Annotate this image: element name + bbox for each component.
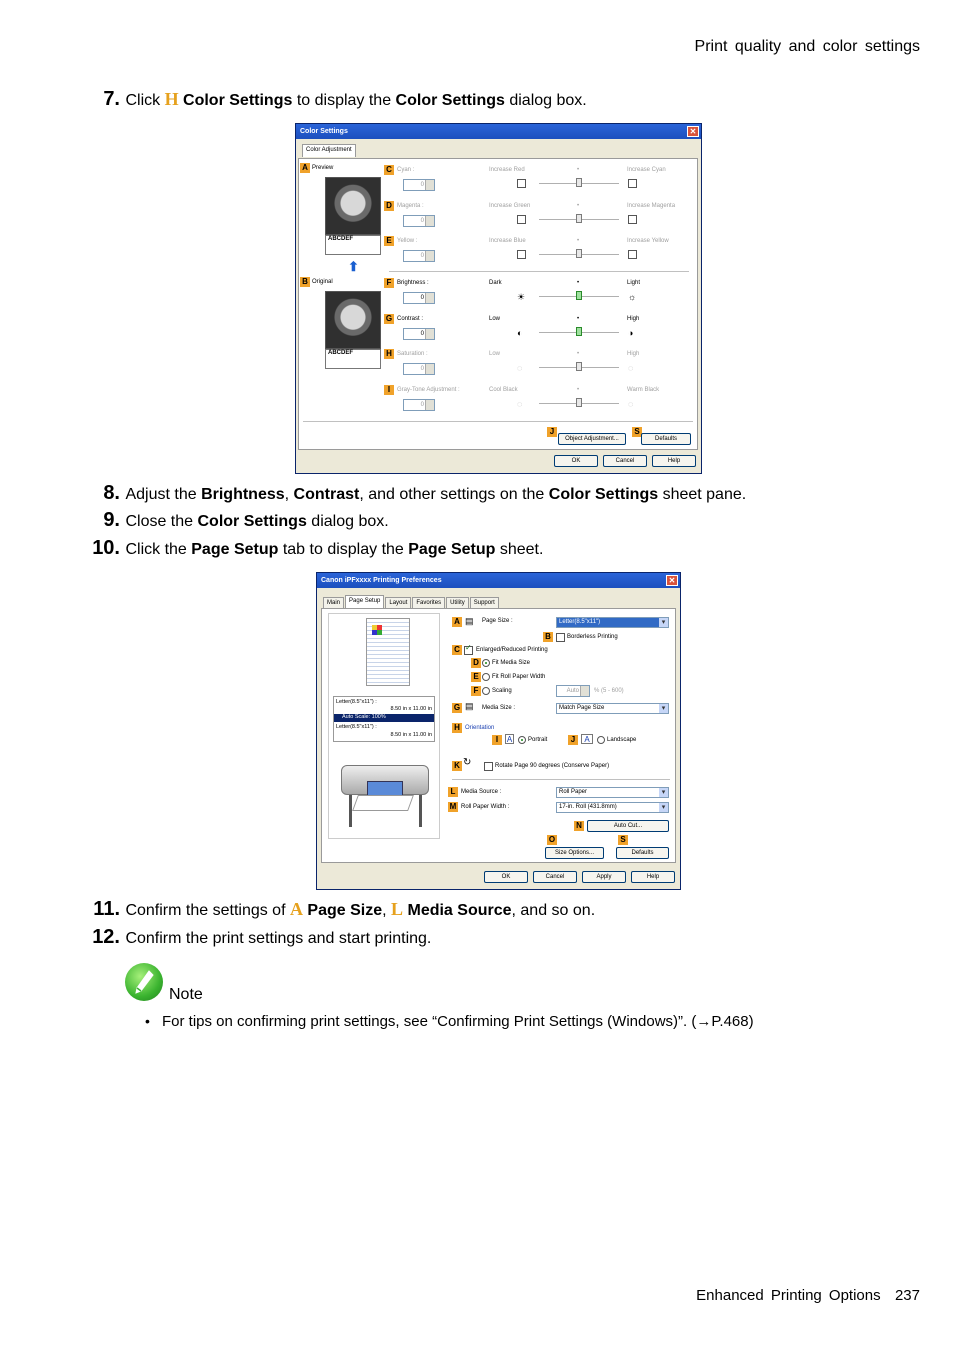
divider — [389, 271, 689, 272]
note-pencil-icon — [125, 963, 163, 1001]
step-text: , and other settings on the — [359, 486, 549, 503]
roll-width-label: Roll Paper Width : — [461, 804, 510, 810]
contrast-high-icon: ◑ — [628, 328, 634, 338]
contrast-low-icon: ◐ — [517, 328, 523, 338]
object-adjustment-button[interactable]: Object Adjustment... — [558, 433, 626, 445]
page-number: 237 — [894, 1287, 920, 1304]
row-left-icon — [517, 215, 526, 224]
marker-i: I — [492, 735, 502, 745]
step-text: to display the — [292, 92, 396, 109]
row-label: Gray-Tone Adjustment : — [397, 387, 460, 393]
tab-page-setup[interactable]: Page Setup — [345, 595, 384, 608]
step-text: tab to display the — [278, 541, 409, 558]
portrait-icon: A — [506, 735, 513, 744]
letter-marker: L — [391, 899, 404, 919]
borderless-checkbox[interactable] — [556, 633, 565, 642]
row-center-mark: • — [577, 280, 580, 286]
row-center-mark: • — [577, 316, 580, 322]
step-text: , and so on. — [511, 902, 596, 919]
step-bold: Page Size — [307, 902, 383, 919]
step-number: 7. — [103, 88, 120, 110]
step-bold: Contrast — [293, 486, 360, 503]
step-10 — [82, 538, 922, 560]
help-button[interactable]: Help — [631, 871, 675, 883]
original-label: Original — [312, 279, 333, 285]
slider-thumb[interactable] — [576, 178, 582, 187]
size-options-button[interactable]: Size Options... — [545, 847, 604, 859]
row-value-input[interactable]: 0 — [403, 292, 435, 304]
marker-j: J — [568, 735, 578, 745]
media-source-select[interactable]: Roll Paper ▾ — [556, 787, 669, 798]
row-left-label: Increase Blue — [489, 238, 526, 244]
info-text: Auto Scale: 100% — [342, 714, 386, 720]
page-icon: ▤ — [465, 616, 474, 626]
row-center-mark: • — [577, 351, 580, 357]
row-value-input[interactable]: 0 — [403, 328, 435, 340]
marker-m: M — [449, 802, 457, 811]
tab-color-adjustment[interactable]: Color Adjustment — [302, 144, 356, 157]
row-label: Magenta : — [397, 203, 424, 209]
marker-row: I — [384, 385, 394, 395]
step-text: Confirm the print settings and start printing. — [125, 930, 432, 947]
step-bold: Color Settings — [395, 92, 505, 109]
note-title: Note — [169, 986, 203, 1003]
row-value-input[interactable]: 0 — [403, 363, 435, 375]
marker-row: G — [385, 314, 393, 323]
row-slider[interactable] — [539, 177, 619, 187]
defaults-button[interactable]: Defaults — [641, 433, 691, 445]
media-size-select[interactable]: Match Page Size ▾ — [556, 703, 669, 714]
page-footer — [696, 1287, 920, 1304]
row-value-input[interactable]: 0 — [403, 215, 435, 227]
step-text: dialog box. — [306, 513, 389, 530]
marker-d: D — [471, 658, 481, 668]
step-bold: Color Settings — [183, 92, 293, 109]
rotate-label: Rotate Page 90 degrees (Conserve Paper) — [495, 763, 610, 769]
info-text: Letter(8.5"x11") : — [336, 724, 377, 730]
step-number: 11. — [93, 898, 120, 920]
muted-circle-icon: ◌ — [517, 399, 523, 409]
row-right-icon — [628, 179, 637, 188]
apply-button[interactable]: Apply — [582, 871, 626, 883]
step-text: dialog box. — [504, 92, 587, 109]
row-value-input[interactable]: 0 — [403, 250, 435, 262]
printer-illustration — [337, 759, 433, 829]
fit-roll-radio[interactable] — [482, 673, 490, 681]
row-slider[interactable] — [539, 326, 619, 336]
row-right-label: Warm Black — [627, 387, 660, 393]
cancel-button[interactable]: Cancel — [603, 455, 647, 467]
portrait-radio[interactable] — [518, 736, 526, 744]
step-bold: Color Settings — [197, 513, 307, 530]
close-icon[interactable]: ✕ — [666, 575, 678, 586]
scaling-radio[interactable] — [482, 687, 490, 695]
marker-s: S — [632, 427, 642, 437]
step-text: Close the — [125, 513, 198, 530]
step-text: Adjust the — [125, 486, 202, 503]
step-bold: Page Setup — [191, 541, 279, 558]
dialog-titlebar — [317, 573, 680, 588]
sun-light-icon: ☼ — [628, 292, 637, 302]
borderless-label: Borderless Printing — [567, 634, 618, 640]
rotate-checkbox[interactable] — [484, 762, 493, 771]
row-left-label: Low — [489, 351, 501, 357]
row-left-label: Increase Green — [489, 203, 531, 209]
row-center-mark: • — [577, 238, 580, 244]
tab-strip — [323, 597, 500, 608]
preview-photo — [325, 177, 381, 235]
marker-f: F — [471, 686, 481, 696]
slider-thumb[interactable] — [576, 362, 582, 371]
marker-l: L — [448, 787, 458, 797]
tab-support[interactable]: Support — [470, 597, 499, 608]
page-header: Print quality and color settings — [694, 38, 920, 55]
step-number: 10. — [92, 537, 120, 559]
row-value-input[interactable]: 0 — [403, 179, 435, 191]
sun-dark-icon: ☀ — [517, 292, 526, 302]
preview-area — [328, 613, 440, 839]
step-text: Click — [125, 92, 165, 109]
step-bold: Media Source — [407, 902, 512, 919]
divider — [303, 421, 693, 422]
roll-width-select[interactable]: 17-in. Roll (431.8mm) ▾ — [556, 802, 669, 813]
row-right-label: Light — [627, 280, 641, 286]
row-label: Cyan : — [397, 167, 415, 173]
dialog-title: Canon iPFxxxx Printing Preferences — [321, 577, 442, 584]
muted-circle-icon: ◌ — [628, 363, 634, 373]
marker-o: O — [548, 835, 556, 844]
dialog-titlebar — [296, 124, 701, 139]
marker-g: G — [453, 703, 461, 712]
fit-media-radio[interactable] — [482, 659, 490, 667]
step-12 — [82, 927, 922, 949]
tab-utility[interactable]: Utility — [446, 597, 469, 608]
color-settings-dialog — [295, 123, 702, 474]
original-photo — [325, 291, 381, 349]
row-left-label: Cool Black — [489, 387, 518, 393]
landscape-icon: A — [581, 734, 593, 744]
marker-b: B — [300, 277, 310, 287]
step-9 — [82, 510, 922, 532]
tab-strip — [302, 146, 357, 157]
marker-h: H — [452, 723, 462, 733]
marker-j: J — [547, 427, 557, 437]
row-right-label: Increase Magenta — [627, 203, 676, 209]
row-center-mark: • — [577, 387, 580, 393]
marker-e: E — [471, 672, 481, 682]
dialog-title: Color Settings — [300, 128, 348, 135]
defaults-button[interactable]: Defaults — [616, 847, 669, 859]
row-left-label: Low — [489, 316, 501, 322]
step-text: , — [382, 902, 392, 919]
row-value-input[interactable]: 0 — [403, 399, 435, 411]
step-text: , — [284, 486, 294, 503]
row-right-label: High — [627, 316, 640, 322]
step-number: 12. — [92, 926, 120, 948]
scaling-label: Scaling — [492, 688, 512, 694]
ok-button[interactable]: OK — [554, 455, 598, 467]
landscape-radio[interactable] — [597, 736, 605, 744]
step-bold: Brightness — [201, 486, 285, 503]
divider — [452, 779, 670, 780]
letter-marker: H — [164, 89, 179, 109]
note-text: For tips on confirming print settings, see “Confirming Print Settings (Windows)”. (→P.468) — [162, 1013, 754, 1030]
slider-thumb[interactable] — [576, 291, 582, 300]
row-label: Contrast : — [397, 316, 424, 322]
footer-text: Enhanced Printing Options — [696, 1287, 881, 1304]
help-button[interactable]: Help — [652, 455, 696, 467]
step-bold: Page Setup — [408, 541, 496, 558]
page-setup-panel — [321, 608, 676, 863]
step-bold: Color Settings — [548, 486, 659, 503]
slider-thumb[interactable] — [576, 249, 582, 258]
row-slider[interactable] — [539, 248, 619, 258]
marker-row: F — [384, 278, 394, 288]
marker-s: S — [618, 835, 628, 845]
row-left-label: Increase Red — [489, 167, 525, 173]
color-adjustment-panel — [298, 158, 698, 450]
auto-cut-button[interactable]: Auto Cut... — [587, 820, 669, 832]
fit-media-label: Fit Media Size — [492, 660, 531, 666]
row-label: Brightness : — [397, 280, 429, 286]
marker-k: K — [452, 761, 462, 771]
step-text: Click the — [125, 541, 192, 558]
media-icon: ▤ — [465, 701, 474, 711]
scaling-input[interactable]: Auto — [556, 685, 590, 697]
size-info-box — [333, 696, 435, 742]
fit-roll-label: Fit Roll Paper Width — [492, 674, 546, 680]
tab-layout[interactable]: Layout — [385, 597, 411, 608]
row-label: Yellow : — [397, 238, 418, 244]
slider-thumb[interactable] — [576, 398, 582, 407]
marker-a: A — [452, 617, 462, 627]
marker-row: D — [384, 201, 394, 211]
landscape-label: Landscape — [607, 737, 637, 743]
enlarged-label: Enlarged/Reduced Printing — [476, 647, 548, 653]
preview-label: Preview — [312, 165, 334, 171]
row-slider[interactable] — [539, 213, 619, 223]
info-text: 8.50 in x 11.00 in — [390, 732, 432, 738]
page-size-label: Page Size : — [482, 618, 513, 624]
row-slider[interactable] — [539, 290, 619, 300]
row-right-label: High — [627, 351, 640, 357]
page-preview — [366, 618, 410, 686]
note-bullet: • — [145, 1013, 150, 1029]
slider-thumb[interactable] — [576, 214, 582, 223]
marker-b: B — [543, 632, 553, 642]
marker-row: C — [384, 165, 394, 175]
row-left-label: Dark — [489, 280, 502, 286]
row-left-icon — [517, 250, 526, 259]
original-swatch: ABCDEF — [325, 349, 381, 369]
step-11 — [82, 899, 922, 921]
row-right-label: Increase Cyan — [627, 167, 666, 173]
step-number: 9. — [103, 509, 120, 531]
auto-scale-row — [334, 714, 434, 722]
step-text: sheet. — [495, 541, 544, 558]
row-slider[interactable] — [539, 361, 619, 371]
step-8 — [82, 483, 922, 505]
row-center-mark: • — [577, 203, 580, 209]
row-label: Saturation : — [397, 351, 428, 357]
row-left-icon — [517, 179, 526, 188]
cancel-button[interactable]: Cancel — [533, 871, 577, 883]
row-right-icon — [628, 250, 637, 259]
marker-a: A — [300, 163, 310, 173]
step-7 — [82, 89, 922, 111]
step-text: Confirm the settings of — [125, 902, 290, 919]
letter-marker: A — [289, 899, 303, 919]
tab-main[interactable]: Main — [323, 597, 344, 608]
marker-row: H — [384, 349, 394, 359]
preview-image-icon — [372, 625, 382, 635]
printing-preferences-dialog — [316, 572, 681, 890]
step-text: sheet pane. — [658, 486, 747, 503]
close-icon[interactable]: ✕ — [687, 126, 699, 137]
info-text: 8.50 in x 11.00 in — [390, 706, 432, 712]
marker-row: E — [384, 236, 394, 246]
marker-c: C — [452, 645, 462, 655]
info-text: Letter(8.5"x11") : — [336, 699, 377, 705]
row-slider[interactable] — [539, 397, 619, 407]
portrait-label: Portrait — [528, 737, 548, 743]
tab-favorites[interactable]: Favorites — [412, 597, 445, 608]
media-size-label: Media Size : — [482, 705, 516, 711]
muted-circle-icon: ◌ — [628, 399, 634, 409]
check-icon: ✓ — [465, 643, 472, 652]
row-right-icon — [628, 215, 637, 224]
row-right-label: Increase Yellow — [627, 238, 669, 244]
rotate-icon: ↻ — [463, 757, 472, 768]
page-size-select[interactable]: Letter(8.5"x11") ▾ — [556, 617, 669, 628]
preview-swatch: ABCDEF — [325, 235, 381, 255]
media-source-label: Media Source : — [461, 789, 502, 795]
muted-circle-icon: ◌ — [517, 363, 523, 373]
ok-button[interactable]: OK — [484, 871, 528, 883]
scaling-range: % (5 - 600) — [594, 688, 624, 694]
marker-n: N — [574, 821, 584, 831]
slider-thumb[interactable] — [576, 327, 582, 336]
row-center-mark: • — [577, 167, 580, 173]
orientation-label: Orientation — [465, 725, 495, 731]
arrow-up-icon: ⬆ — [348, 259, 359, 274]
step-number: 8. — [103, 482, 120, 504]
